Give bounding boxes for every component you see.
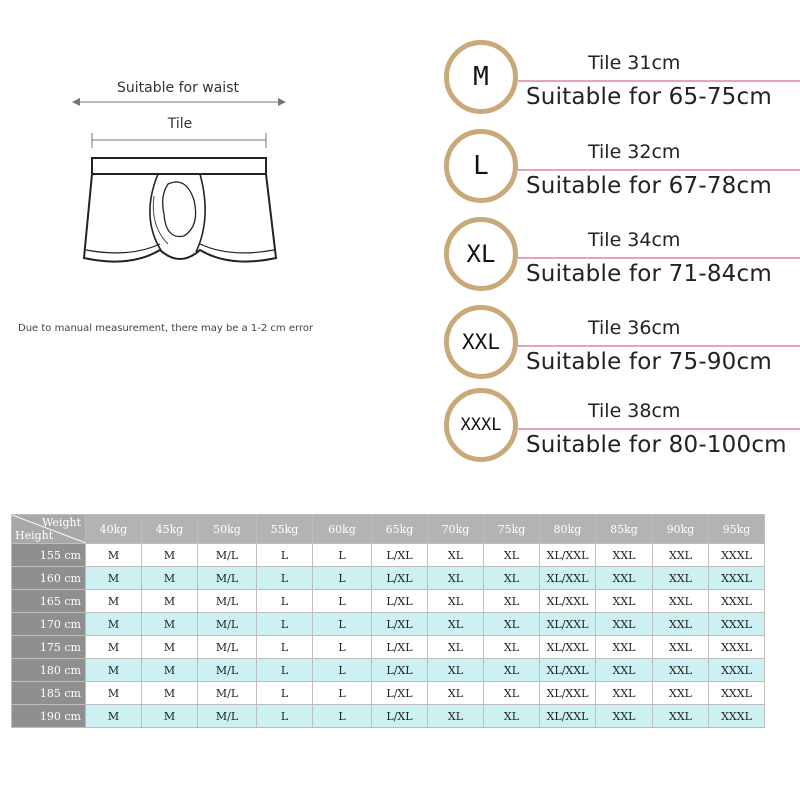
size-cell: M: [86, 544, 142, 567]
size-cell: L/XL: [372, 544, 428, 567]
size-cell: XXXL: [709, 613, 765, 636]
size-cell: L: [313, 567, 372, 590]
size-cell: L/XL: [372, 567, 428, 590]
size-badge: XXXL: [444, 388, 518, 462]
underwear-diagram: [0, 0, 420, 340]
waist-range: Suitable for 67-78cm: [526, 173, 772, 199]
size-cell: XL: [484, 590, 540, 613]
table-row: [12, 705, 765, 728]
size-cell: L/XL: [372, 659, 428, 682]
height-header: 155 cm: [12, 544, 86, 567]
weight-header: 40kg: [86, 515, 142, 544]
size-cell: L: [313, 682, 372, 705]
size-cell: XXL: [596, 590, 653, 613]
size-cell: XL/XXL: [540, 544, 596, 567]
size-cell: XXXL: [709, 544, 765, 567]
size-cell: XXXL: [709, 567, 765, 590]
weight-header: 95kg: [709, 515, 765, 544]
tile-length: Tile 34cm: [588, 229, 681, 251]
size-cell: XXL: [653, 544, 709, 567]
size-cell: XL/XXL: [540, 567, 596, 590]
size-cell: XL/XXL: [540, 705, 596, 728]
size-cell: L: [257, 705, 313, 728]
size-cell: XXL: [653, 659, 709, 682]
size-cell: XXL: [653, 590, 709, 613]
size-cell: XXL: [596, 705, 653, 728]
size-cell: M: [142, 590, 198, 613]
size-cell: XL: [428, 636, 484, 659]
weight-header: 90kg: [653, 515, 709, 544]
weight-header: 50kg: [198, 515, 257, 544]
pointer-line: [518, 169, 800, 171]
weight-header: 65kg: [372, 515, 428, 544]
waist-range: Suitable for 65-75cm: [526, 84, 772, 110]
size-cell: XL/XXL: [540, 636, 596, 659]
waist-range: Suitable for 75-90cm: [526, 349, 772, 375]
tile-length: Tile 36cm: [588, 317, 681, 339]
height-header: 180 cm: [12, 659, 86, 682]
table-row: [12, 659, 765, 682]
pointer-line: [518, 345, 800, 347]
size-cell: XL: [484, 659, 540, 682]
size-cell: XXXL: [709, 682, 765, 705]
size-cell: XL: [484, 613, 540, 636]
weight-axis-label: Weight: [42, 516, 81, 529]
size-cell: XXXL: [709, 590, 765, 613]
tile-length: Tile 32cm: [588, 141, 681, 163]
size-row-m: [442, 38, 800, 122]
size-cell: XL: [428, 705, 484, 728]
size-chart-table: [11, 514, 765, 728]
size-cell: XXXL: [709, 636, 765, 659]
size-cell: XL: [428, 544, 484, 567]
size-cell: XXL: [596, 544, 653, 567]
size-cell: M: [86, 613, 142, 636]
size-cell: XXL: [596, 567, 653, 590]
weight-header: 55kg: [257, 515, 313, 544]
size-cell: XXL: [596, 659, 653, 682]
size-cell: M/L: [198, 544, 257, 567]
size-cell: M/L: [198, 613, 257, 636]
pointer-line: [518, 80, 800, 82]
size-row-xxxl: [442, 386, 800, 470]
size-row-l: [442, 127, 800, 211]
size-row-xl: [442, 215, 800, 299]
height-header: 170 cm: [12, 613, 86, 636]
weight-header: 85kg: [596, 515, 653, 544]
table-row: [12, 682, 765, 705]
size-cell: L/XL: [372, 705, 428, 728]
size-cell: L/XL: [372, 613, 428, 636]
table-row: [12, 544, 765, 567]
table-row: [12, 567, 765, 590]
size-cell: L: [313, 544, 372, 567]
size-cell: XL: [484, 544, 540, 567]
tile-length: Tile 38cm: [588, 400, 681, 422]
size-badge: XXL: [444, 305, 518, 379]
size-cell: L: [257, 590, 313, 613]
size-cell: XXXL: [709, 705, 765, 728]
size-cell: M: [86, 590, 142, 613]
size-cell: XL: [484, 682, 540, 705]
size-cell: M: [86, 636, 142, 659]
size-cell: XL/XXL: [540, 659, 596, 682]
size-cell: XL/XXL: [540, 590, 596, 613]
size-cell: XXL: [596, 682, 653, 705]
size-cell: M/L: [198, 659, 257, 682]
size-cell: XL: [428, 590, 484, 613]
size-cell: XXXL: [709, 659, 765, 682]
size-cell: XXL: [596, 613, 653, 636]
height-header: 165 cm: [12, 590, 86, 613]
size-cell: M: [142, 659, 198, 682]
weight-header: 60kg: [313, 515, 372, 544]
size-cell: XXL: [653, 705, 709, 728]
size-badge: M: [444, 40, 518, 114]
pointer-line: [518, 257, 800, 259]
weight-header: 80kg: [540, 515, 596, 544]
size-badge: L: [444, 129, 518, 203]
size-cell: L: [257, 567, 313, 590]
size-cell: M: [142, 567, 198, 590]
size-cell: M/L: [198, 636, 257, 659]
size-cell: M/L: [198, 567, 257, 590]
weight-header: 70kg: [428, 515, 484, 544]
size-cell: L/XL: [372, 590, 428, 613]
size-cell: M: [142, 636, 198, 659]
table-row: [12, 590, 765, 613]
size-cell: XXL: [653, 682, 709, 705]
size-cell: L/XL: [372, 682, 428, 705]
tile-label: Tile: [167, 116, 193, 132]
height-header: 190 cm: [12, 705, 86, 728]
size-cell: XL: [484, 636, 540, 659]
size-cell: XL: [428, 682, 484, 705]
size-cell: XXL: [596, 636, 653, 659]
waist-range: Suitable for 71-84cm: [526, 261, 772, 287]
size-cell: L: [257, 613, 313, 636]
size-cell: XXL: [653, 636, 709, 659]
measurement-note: Due to manual measurement, there may be a 1-2 cm error: [18, 323, 314, 334]
size-cell: XXL: [653, 567, 709, 590]
waist-label: Suitable for waist: [117, 80, 239, 96]
height-header: 185 cm: [12, 682, 86, 705]
size-badge: XL: [444, 217, 518, 291]
table-corner: [12, 515, 86, 544]
size-cell: XL: [484, 705, 540, 728]
table-row: [12, 636, 765, 659]
size-row-xxl: [442, 303, 800, 387]
size-cell: M/L: [198, 682, 257, 705]
size-cell: M: [142, 613, 198, 636]
table-row: [12, 613, 765, 636]
weight-header: 75kg: [484, 515, 540, 544]
waist-range: Suitable for 80-100cm: [526, 432, 787, 458]
size-cell: L: [313, 659, 372, 682]
size-cell: M: [86, 659, 142, 682]
size-cell: L: [313, 590, 372, 613]
size-cell: M: [142, 544, 198, 567]
height-header: 160 cm: [12, 567, 86, 590]
size-cell: M/L: [198, 590, 257, 613]
size-cell: XXL: [653, 613, 709, 636]
size-cell: L: [257, 544, 313, 567]
size-cell: XL/XXL: [540, 613, 596, 636]
size-cell: XL: [428, 613, 484, 636]
size-cell: L: [257, 636, 313, 659]
size-cell: M: [86, 682, 142, 705]
height-axis-label: Height: [15, 529, 54, 542]
pointer-line: [518, 428, 800, 430]
size-cell: XL/XXL: [540, 682, 596, 705]
size-cell: L: [257, 659, 313, 682]
size-cell: M: [86, 567, 142, 590]
size-cell: M/L: [198, 705, 257, 728]
size-cell: L: [313, 705, 372, 728]
weight-header: 45kg: [142, 515, 198, 544]
size-cell: M: [142, 705, 198, 728]
size-cell: M: [86, 705, 142, 728]
size-cell: M: [142, 682, 198, 705]
underwear-illustration: [0, 0, 420, 340]
size-cell: L/XL: [372, 636, 428, 659]
weight-header-row: [12, 515, 765, 544]
size-cell: L: [257, 682, 313, 705]
height-header: 175 cm: [12, 636, 86, 659]
size-cell: XL: [428, 567, 484, 590]
tile-length: Tile 31cm: [588, 52, 681, 74]
size-cell: L: [313, 636, 372, 659]
size-cell: L: [313, 613, 372, 636]
size-cell: XL: [428, 659, 484, 682]
size-cell: XL: [484, 567, 540, 590]
